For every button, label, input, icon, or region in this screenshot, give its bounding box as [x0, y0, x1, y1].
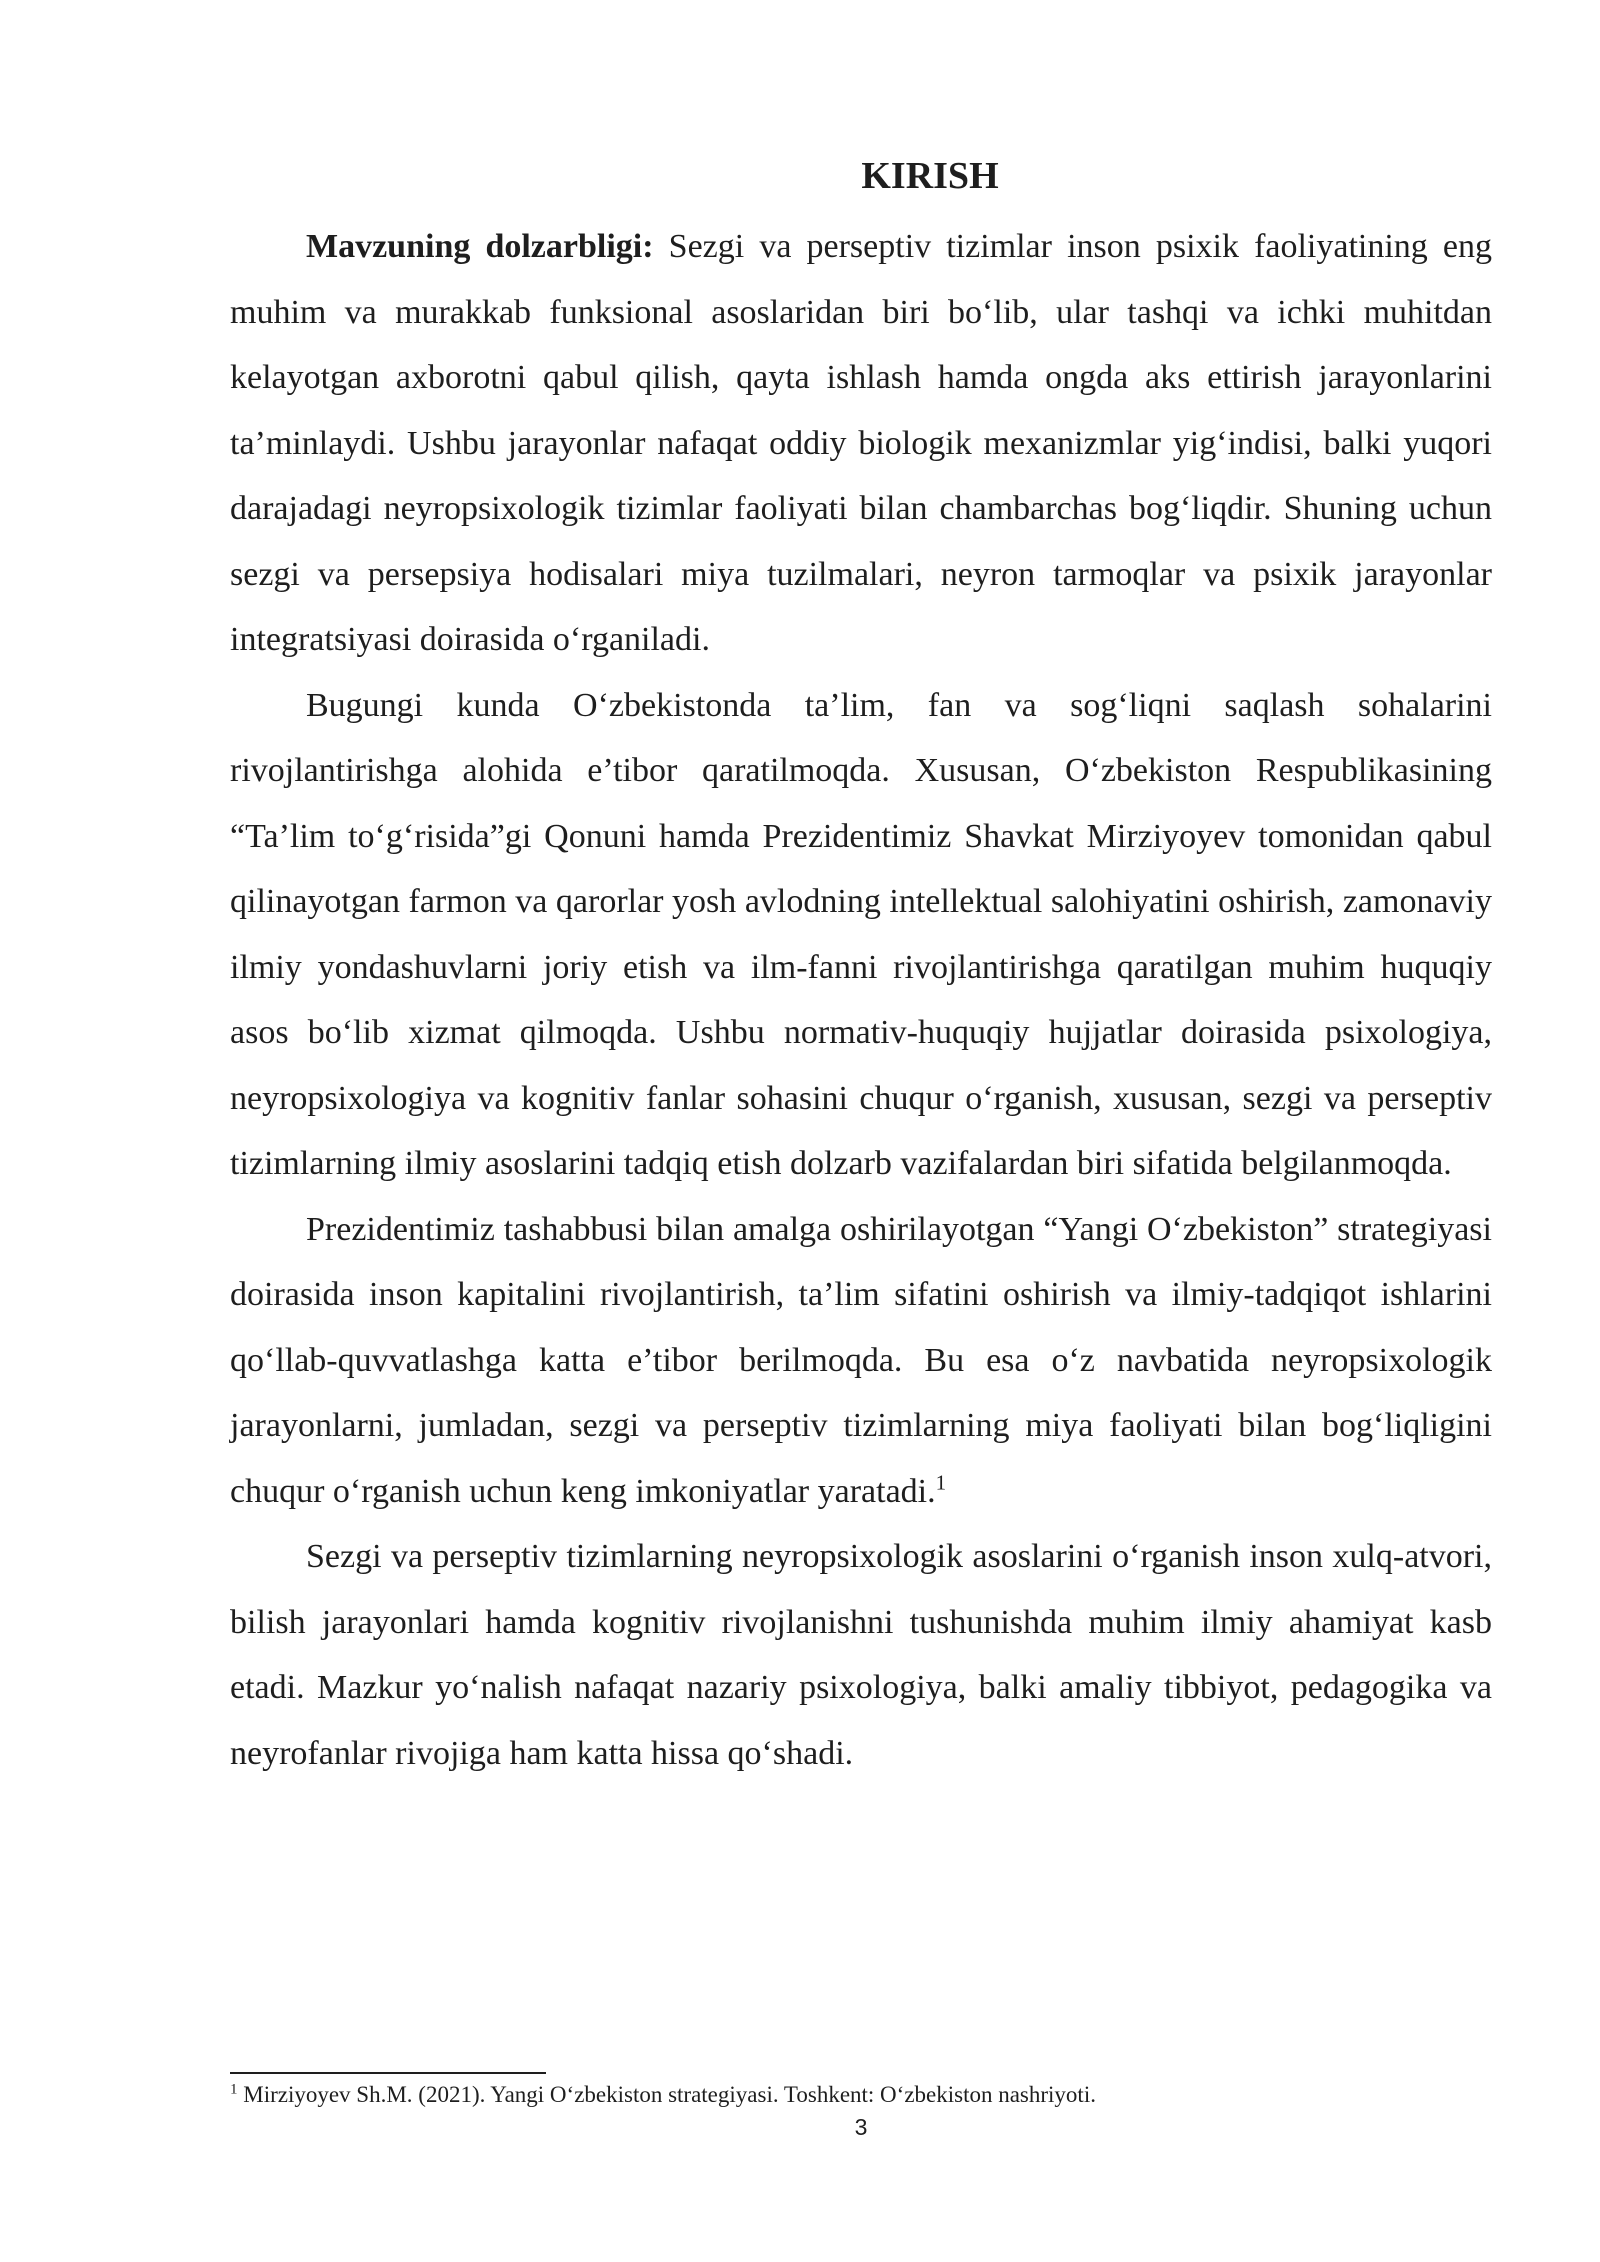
footnote-marker: 1	[230, 2081, 238, 2098]
footnote-text: Mirziyoyev Sh.M. (2021). Yangi O‘zbekiston strategiyasi. Toshkent: O‘zbekiston nashriyoti.	[237, 2082, 1096, 2107]
paragraph-text: Sezgi va perseptiv tizimlarning neyropsixologik asoslarini o‘rganish inson xulq-atvori, bilish jarayonlari hamda kognitiv rivojlanishni tushunishda muhim ilmiy ahamiyat kasb etadi. Mazkur yo‘nalish nafaqat nazariy psixologiya, balki amaliy tibbiyot, pedagogika va neyrofanlar rivojiga ham katta hissa qo‘shadi.	[230, 1538, 1492, 1772]
page-title: KIRISH	[861, 155, 999, 197]
paragraph-lead: Mavzuning dolzarbligi:	[306, 228, 654, 265]
footnote-separator	[230, 2072, 546, 2074]
paragraph-education-policy	[230, 673, 1492, 1197]
paragraph-significance	[230, 1524, 1492, 1786]
footnote-reference[interactable]: 1	[935, 1470, 947, 1495]
page-body	[230, 150, 1492, 1786]
footnote	[230, 2080, 1096, 2110]
paragraph-relevance	[230, 214, 1492, 673]
paragraph-text: Sezgi va perseptiv tizimlar inson psixik faoliyatining eng muhim va murakkab funksional asoslaridan biri bo‘lib, ular tashqi va ichki muhitdan kelayotgan axborotni qabul qilish, qayta ishlash hamda ongda aks ettirish jarayonlarini ta’minlaydi. Ushbu jarayonlar nafaqat oddiy biologik mexanizmlar yig‘indisi, balki yuqori darajadagi neyropsixologik tizimlar faoliyati bilan chambarchas bog‘liqdir. Shuning uchun sezgi va persepsiya hodisalari miya tuzilmalari, neyron tarmoqlar va psixik jarayonlar integratsiyasi doirasida o‘rganiladi.	[230, 228, 1493, 658]
page-number: 3	[854, 2114, 868, 2140]
paragraph-text: Bugungi kunda O‘zbekistonda ta’lim, fan va sog‘liqni saqlash sohalarini rivojlantirishga alohida e’tibor qaratilmoqda. Xususan, O‘zbekiston Respublikasining “Ta’lim to‘g‘risida”gi Qonuni hamda Prezidentimiz Shavkat Mirziyoyev tomonidan qabul qilinayotgan farmon va qarorlar yosh avlodning intellektual salohiyatini oshirish, zamonaviy ilmiy yondashuvlarni joriy etish va ilm-fanni rivojlantirishga qaratilgan muhim huquqiy asos bo‘lib xizmat qilmoqda. Ushbu normativ-huquqiy hujjatlar doirasida psixologiya, neyropsixologiya va kognitiv fanlar sohasini chuqur o‘rganish, xususan, sezgi va perseptiv tizimlarning ilmiy asoslarini tadqiq etish dolzarb vazifalardan biri sifatida belgilanmoqda.	[230, 686, 1492, 1182]
paragraph-text: Prezidentimiz tashabbusi bilan amalga oshirilayotgan “Yangi O‘zbekiston” strategiyasi doirasida inson kapitalini rivojlantirish, ta’lim sifatini oshirish va ilmiy-tadqiqot ishlarini qo‘llab-quvvatlashga katta e’tibor berilmoqda. Bu esa o‘z navbatida neyropsixologik jarayonlarni, jumladan, sezgi va perseptiv tizimlarning miya faoliyati bilan bog‘liqligini chuqur o‘rganish uchun keng imkoniyatlar yaratadi.	[230, 1210, 1492, 1510]
paragraph-new-uzbekistan-strategy	[230, 1197, 1492, 1525]
